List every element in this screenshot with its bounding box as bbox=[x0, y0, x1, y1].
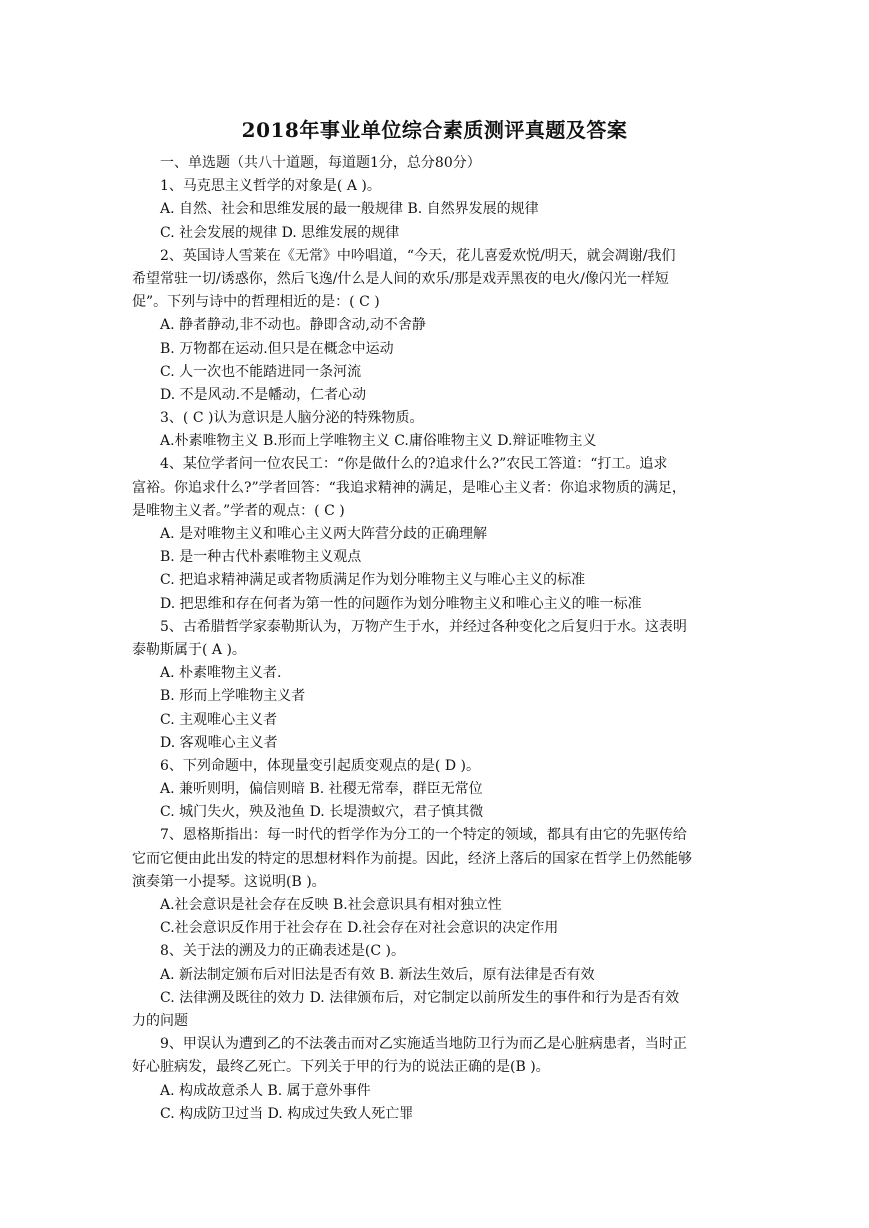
text-line: 它而它便由此出发的特定的思想材料作为前提。因此，经济上落后的国家在哲学上仍然能够 bbox=[132, 850, 692, 867]
text-line: B. 万物都在运动.但只是在概念中运动 bbox=[160, 340, 394, 357]
text-line: D. 把思维和存在何者为第一性的问题作为划分唯物主义和唯心主义的唯一标准 bbox=[160, 595, 642, 612]
text-line: C. 社会发展的规律 D. 思维发展的规律 bbox=[160, 224, 400, 241]
text-line: 泰勒斯属于( A )。 bbox=[132, 641, 246, 658]
document-body bbox=[132, 152, 738, 1126]
text-line: 促”。下列与诗中的哲理相近的是：( C ) bbox=[132, 294, 380, 311]
text-line: 9、甲误认为遭到乙的不法袭击而对乙实施适当地防卫行为而乙是心脏病患者，当时正 bbox=[160, 1036, 687, 1053]
text-line: C. 人一次也不能踏进同一条河流 bbox=[160, 363, 362, 380]
text-line: A.社会意识是社会存在反映 B.社会意识具有相对独立性 bbox=[160, 897, 502, 913]
text-line: 是唯物主义者。”学者的观点：( C ) bbox=[132, 502, 345, 519]
text-line: A. 构成故意杀人 B. 属于意外事件 bbox=[160, 1082, 371, 1099]
text-line: B. 形而上学唯物主义者 bbox=[160, 688, 306, 705]
text-line: A. 是对唯物主义和唯心主义两大阵营分歧的正确理解 bbox=[160, 526, 488, 542]
text-line: 演奏第一小提琴。这说明(B )。 bbox=[132, 873, 326, 890]
text-line: 6、下列命题中，体现量变引起质变观点的是( D )。 bbox=[160, 757, 480, 774]
text-line: C. 构成防卫过当 D. 构成过失致人死亡罪 bbox=[160, 1105, 414, 1122]
text-line: 8、关于法的溯及力的正确表述是(C )。 bbox=[160, 943, 405, 960]
text-line: B. 是一种古代朴素唯物主义观点 bbox=[160, 549, 362, 566]
text-line: D. 不是风动.不是幡动，仁者心动 bbox=[160, 386, 367, 403]
text-line: C. 城门失火，殃及池鱼 D. 长堤溃蚁穴，君子慎其微 bbox=[160, 804, 484, 821]
text-line: 希望常驻一切/诱惑你，然后飞逸/什么是人间的欢乐/那是戏弄黑夜的电火/像闪光一样短 bbox=[132, 270, 669, 287]
text-line: C. 把追求精神满足或者物质满足作为划分唯物主义与唯心主义的标准 bbox=[160, 572, 586, 589]
text-line: D. 客观唯心主义者 bbox=[160, 734, 278, 751]
text-line: C.社会意识反作用于社会存在 D.社会存在对社会意识的决定作用 bbox=[160, 920, 559, 937]
text-line: C. 法律溯及既往的效力 D. 法律颁布后，对它制定以前所发生的事件和行为是否有效 bbox=[160, 989, 680, 1006]
text-line: 4、某位学者问一位农民工：“你是做什么的?追求什么?”农民工答道：“打工。追求 bbox=[160, 456, 668, 473]
text-line: 5、古希腊哲学家泰勒斯认为，万物产生于水，并经过各种变化之后复归于水。这表明 bbox=[160, 618, 687, 635]
text-line: 一、单选题（共八十道题，每道题1分，总分80分） bbox=[160, 155, 481, 171]
text-line: 富裕。你追求什么?”学者回答：“我追求精神的满足，是唯心主义者：你追求物质的满足， bbox=[132, 479, 686, 496]
text-line: 3、( C )认为意识是人脑分泌的特殊物质。 bbox=[160, 410, 424, 427]
text-line: A.朴素唯物主义 B.形而上学唯物主义 C.庸俗唯物主义 D.辩证唯物主义 bbox=[160, 433, 597, 450]
text-line: A. 兼听则明，偏信则暗 B. 社稷无常奉，群臣无常位 bbox=[160, 781, 483, 798]
document-title: 2018年事业单位综合素质测评真题及答案 bbox=[241, 118, 628, 142]
text-line: A. 朴素唯物主义者. bbox=[160, 665, 282, 682]
text-line: 1、马克思主义哲学的对象是( A )。 bbox=[160, 178, 381, 195]
text-line: A. 自然、社会和思维发展的最一般规律 B. 自然界发展的规律 bbox=[160, 201, 539, 218]
text-line: 2、英国诗人雪莱在《无常》中吟唱道，“今天，花儿喜爱欢悦/明天，就会凋谢/我们 bbox=[160, 247, 676, 264]
text-line: A. 静者静动,非不动也。静即含动,动不舍静 bbox=[160, 317, 426, 334]
text-line: 力的问题 bbox=[132, 1012, 188, 1029]
text-line: 7、恩格斯指出：每一时代的哲学作为分工的一个特定的领域，都具有由它的先驱传给 bbox=[160, 827, 687, 844]
text-line: 好心脏病发，最终乙死亡。下列关于甲的行为的说法正确的是(B )。 bbox=[132, 1059, 550, 1076]
text-line: C. 主观唯心主义者 bbox=[160, 711, 278, 728]
text-line: A. 新法制定颁布后对旧法是否有效 B. 新法生效后，原有法律是否有效 bbox=[160, 966, 595, 983]
